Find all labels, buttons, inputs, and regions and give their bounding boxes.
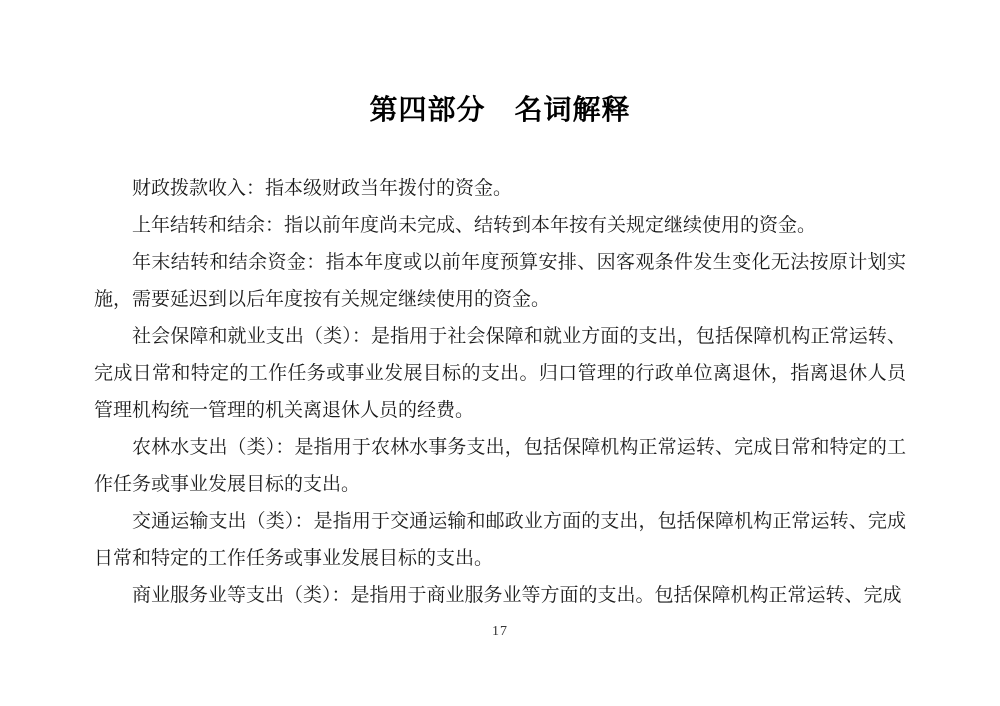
paragraph-caizheng-bokuan-shouru: 财政拨款收入：指本级财政当年拨付的资金。 — [132, 178, 513, 199]
paragraph-jiaotong-yunshu-zhichu: 交通运输支出（类）：是指用于交通运输和邮政业方面的支出，包括保障机构正常运转、完成日常和特定的工作任务或事业发展目标的支出。 — [94, 511, 906, 569]
paragraph-shangnian-jiezhuan-jieyu: 上年结转和结余：指以前年度尚未完成、结转到本年按有关规定继续使用的资金。 — [132, 215, 817, 236]
paragraph-nianmo-jiezhuan-jieyu-zijin: 年末结转和结余资金：指本年度或以前年度预算安排、因客观条件发生变化无法按原计划实施，需要延迟到以后年度按有关规定继续使用的资金。 — [94, 252, 906, 310]
paragraph-nonglinshui-zhichu: 农林水支出（类）：是指用于农林水事务支出，包括保障机构正常运转、完成日常和特定的工作任务或事业发展目标的支出。 — [94, 437, 906, 495]
page-title: 第四部分 名词解释 — [369, 95, 631, 126]
paragraph-shangye-fuwuye-zhichu: 商业服务业等支出（类）：是指用于商业服务业等方面的支出。包括保障机构正常运转、完成 — [132, 585, 902, 606]
body-text — [94, 170, 906, 614]
page-number: 17 — [492, 624, 508, 639]
paragraph-shehui-baozhang-jiuye-zhichu: 社会保障和就业支出（类）：是指用于社会保障和就业方面的支出，包括保障机构正常运转、完成日常和特定的工作任务或事业发展目标的支出。归口管理的行政单位离退休，指离退休人员管理机构统一管理的机关离退休人员的经费。 — [94, 326, 906, 421]
